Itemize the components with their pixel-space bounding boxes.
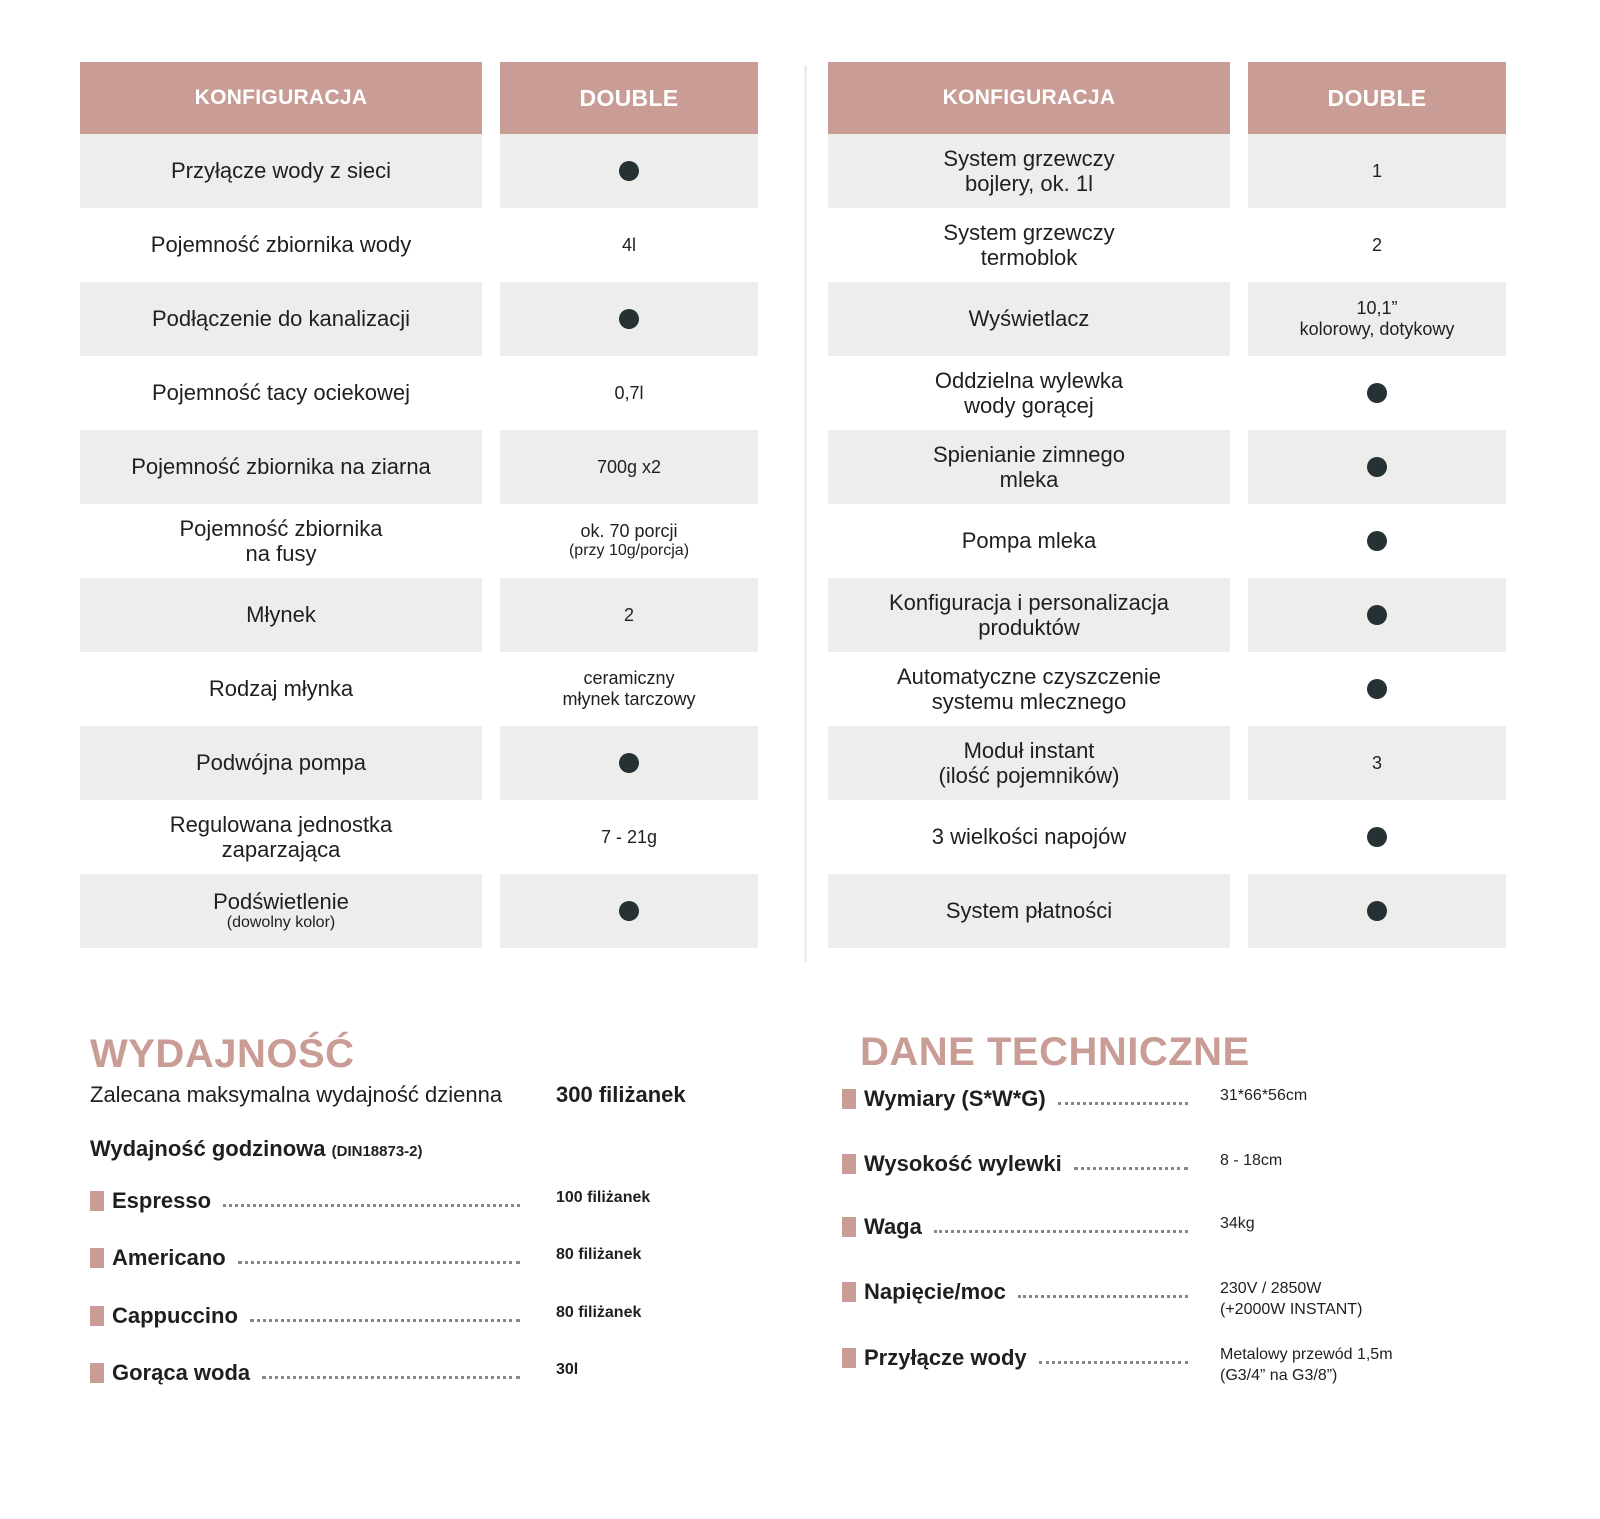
hourly-capacity-heading bbox=[90, 1136, 423, 1162]
row-label-cell bbox=[80, 652, 482, 726]
row-value: młynek tarczowy bbox=[562, 689, 696, 709]
table-row bbox=[80, 578, 758, 652]
row-label-cell bbox=[828, 356, 1230, 430]
row-value: 2 bbox=[1371, 234, 1382, 255]
table-row bbox=[828, 504, 1506, 578]
row-label: Wyświetlacz bbox=[968, 306, 1090, 332]
table-row bbox=[828, 134, 1506, 208]
bullet-marker-icon bbox=[842, 1217, 856, 1237]
spec-label: Przyłącze wody bbox=[864, 1345, 1027, 1370]
spec-label: Americano bbox=[112, 1245, 226, 1270]
spec-value bbox=[1220, 1345, 1393, 1387]
table-row bbox=[80, 800, 758, 874]
spec-value bbox=[556, 1245, 641, 1266]
row-label: Pojemność zbiornika na ziarna bbox=[131, 454, 431, 480]
check-dot-icon bbox=[619, 309, 639, 329]
row-value-cell bbox=[1248, 208, 1506, 282]
row-label: Moduł instant bbox=[963, 737, 1095, 763]
table-row bbox=[828, 430, 1506, 504]
spec-value bbox=[556, 1303, 641, 1324]
spec-item bbox=[90, 1360, 532, 1386]
row-value-cell bbox=[500, 652, 758, 726]
row-label-cell bbox=[80, 430, 482, 504]
row-label: Pojemność zbiornika wody bbox=[150, 232, 412, 258]
table-row bbox=[80, 430, 758, 504]
dotted-leader bbox=[262, 1360, 520, 1379]
table-row bbox=[80, 134, 758, 208]
row-value-cell bbox=[500, 800, 758, 874]
row-value-cell bbox=[500, 726, 758, 800]
row-label-cell bbox=[80, 726, 482, 800]
performance-title: WYDAJNOŚĆ bbox=[90, 1032, 355, 1076]
spec-value-line: 80 filiżanek bbox=[556, 1304, 642, 1321]
row-label: Pojemność zbiornika bbox=[179, 515, 383, 541]
spec-item bbox=[90, 1188, 532, 1214]
row-label-note: (dowolny kolor) bbox=[226, 914, 336, 932]
row-value: 700g x2 bbox=[596, 456, 662, 477]
daily-capacity-label: Zalecana maksymalna wydajność dzienna bbox=[90, 1082, 503, 1107]
table-row bbox=[80, 652, 758, 726]
row-label-cell bbox=[828, 578, 1230, 652]
dotted-leader bbox=[1058, 1086, 1188, 1105]
check-dot-icon bbox=[619, 161, 639, 181]
dotted-leader bbox=[238, 1245, 520, 1264]
row-value-cell bbox=[500, 874, 758, 948]
row-label: 3 wielkości napojów bbox=[931, 824, 1127, 850]
row-label: wody gorącej bbox=[964, 393, 1094, 418]
header-double: DOUBLE bbox=[1248, 62, 1506, 134]
daily-capacity-value: 300 filiżanek bbox=[556, 1082, 686, 1107]
table-body bbox=[828, 134, 1506, 948]
row-value-cell bbox=[1248, 430, 1506, 504]
row-value-cell bbox=[1248, 578, 1506, 652]
row-label-cell bbox=[80, 282, 482, 356]
technical-title: DANE TECHNICZNE bbox=[860, 1030, 1250, 1074]
row-value-cell bbox=[1248, 282, 1506, 356]
spec-value bbox=[1220, 1086, 1307, 1107]
row-value-cell bbox=[1248, 504, 1506, 578]
row-label-cell bbox=[828, 874, 1230, 948]
row-label-cell bbox=[828, 652, 1230, 726]
table-body bbox=[80, 134, 758, 948]
spec-value-line: (G3/4” na G3/8”) bbox=[1220, 1366, 1338, 1384]
dotted-leader bbox=[1018, 1279, 1188, 1298]
row-label: bojlery, ok. 1l bbox=[965, 171, 1093, 196]
row-value-cell bbox=[1248, 356, 1506, 430]
spec-item bbox=[842, 1151, 1200, 1177]
row-label: Pojemność tacy ociekowej bbox=[151, 380, 410, 406]
table-row bbox=[828, 356, 1506, 430]
table-row bbox=[828, 578, 1506, 652]
row-value-cell bbox=[500, 504, 758, 578]
row-value: 0,7l bbox=[614, 382, 644, 403]
spec-value-line: 31*66*56cm bbox=[1220, 1087, 1308, 1104]
dotted-leader bbox=[934, 1214, 1188, 1233]
table-row bbox=[828, 282, 1506, 356]
header-config: KONFIGURACJA bbox=[80, 62, 482, 134]
row-label: Automatyczne czyszczenie bbox=[896, 663, 1162, 689]
spec-value-line: (+2000W INSTANT) bbox=[1220, 1300, 1363, 1318]
header-config: KONFIGURACJA bbox=[828, 62, 1230, 134]
dotted-leader bbox=[250, 1303, 520, 1322]
row-value: 10,1” bbox=[1356, 298, 1398, 319]
row-label-cell bbox=[828, 800, 1230, 874]
row-value: 2 bbox=[623, 604, 634, 625]
bullet-marker-icon bbox=[842, 1348, 856, 1368]
row-value-note: (przy 10g/porcja) bbox=[568, 542, 690, 560]
spec-value bbox=[1220, 1279, 1362, 1321]
row-label: System grzewczy bbox=[943, 145, 1115, 171]
row-label-cell bbox=[828, 726, 1230, 800]
row-label: Podświetlenie bbox=[213, 889, 349, 915]
daily-capacity bbox=[90, 1082, 686, 1108]
spec-value-line: 230V / 2850W bbox=[1220, 1280, 1322, 1297]
row-label: Pompa mleka bbox=[961, 528, 1097, 554]
table-row bbox=[828, 800, 1506, 874]
spec-item bbox=[842, 1345, 1200, 1371]
table-row bbox=[828, 208, 1506, 282]
spec-label: Cappuccino bbox=[112, 1303, 238, 1328]
row-value: kolorowy, dotykowy bbox=[1299, 319, 1455, 339]
table-header bbox=[80, 62, 758, 134]
row-value-cell bbox=[500, 430, 758, 504]
row-value: 1 bbox=[1371, 160, 1382, 181]
row-label-cell bbox=[80, 800, 482, 874]
spec-item bbox=[842, 1279, 1200, 1305]
table-row bbox=[80, 208, 758, 282]
spec-label: Wysokość wylewki bbox=[864, 1151, 1062, 1176]
row-label-cell bbox=[80, 134, 482, 208]
row-value: ceramiczny bbox=[583, 668, 675, 689]
table-row bbox=[828, 726, 1506, 800]
row-label-cell bbox=[828, 282, 1230, 356]
row-label: na fusy bbox=[245, 541, 317, 566]
check-dot-icon bbox=[1367, 605, 1387, 625]
bullet-marker-icon bbox=[842, 1154, 856, 1174]
row-value-cell bbox=[500, 356, 758, 430]
dotted-leader bbox=[223, 1188, 520, 1207]
spec-item bbox=[842, 1214, 1200, 1240]
bullet-marker-icon bbox=[90, 1363, 104, 1383]
row-label: System grzewczy bbox=[943, 219, 1115, 245]
check-dot-icon bbox=[619, 901, 639, 921]
table-row bbox=[80, 504, 758, 578]
row-label-cell bbox=[80, 356, 482, 430]
bullet-marker-icon bbox=[90, 1306, 104, 1326]
check-dot-icon bbox=[1367, 827, 1387, 847]
dotted-leader bbox=[1074, 1151, 1188, 1170]
table-row bbox=[828, 874, 1506, 948]
row-label: Podłączenie do kanalizacji bbox=[151, 306, 411, 332]
spec-label: Gorąca woda bbox=[112, 1360, 251, 1385]
row-label: Konfiguracja i personalizacja bbox=[888, 589, 1170, 615]
row-label-cell bbox=[828, 134, 1230, 208]
row-label-cell bbox=[80, 874, 482, 948]
table-header bbox=[828, 62, 1506, 134]
row-label: systemu mlecznego bbox=[931, 689, 1127, 714]
row-label: produktów bbox=[978, 615, 1080, 640]
table-row bbox=[828, 652, 1506, 726]
row-label: Oddzielna wylewka bbox=[934, 367, 1124, 393]
spec-value-line: 8 - 18cm bbox=[1220, 1152, 1283, 1169]
hourly-capacity-label: Wydajność godzinowa bbox=[90, 1136, 326, 1161]
spec-value bbox=[556, 1360, 578, 1381]
row-value-cell bbox=[1248, 134, 1506, 208]
row-label: Młynek bbox=[246, 602, 316, 628]
spec-value-line: 34kg bbox=[1220, 1215, 1255, 1232]
spec-item bbox=[842, 1086, 1200, 1112]
bullet-marker-icon bbox=[90, 1248, 104, 1268]
row-label-cell bbox=[828, 208, 1230, 282]
row-value-cell bbox=[500, 134, 758, 208]
row-value: 7 - 21g bbox=[600, 826, 658, 847]
row-label-cell bbox=[828, 430, 1230, 504]
row-value-cell bbox=[500, 578, 758, 652]
row-value-cell bbox=[1248, 726, 1506, 800]
spec-value bbox=[556, 1188, 650, 1209]
spec-value-line: Metalowy przewód 1,5m bbox=[1220, 1346, 1393, 1363]
hourly-capacity-norm: (DIN18873-2) bbox=[331, 1143, 423, 1160]
spec-value-line: 100 filiżanek bbox=[556, 1189, 651, 1206]
header-double: DOUBLE bbox=[500, 62, 758, 134]
row-label-cell bbox=[828, 504, 1230, 578]
spec-label: Waga bbox=[864, 1214, 922, 1239]
dotted-leader bbox=[1039, 1345, 1188, 1364]
row-label: (ilość pojemników) bbox=[938, 763, 1120, 788]
row-value: 4l bbox=[621, 234, 636, 255]
row-value-cell bbox=[500, 282, 758, 356]
spec-value-line: 30l bbox=[556, 1361, 579, 1378]
spec-label: Napięcie/moc bbox=[864, 1279, 1006, 1304]
row-label: Podwójna pompa bbox=[195, 750, 366, 776]
table-row bbox=[80, 874, 758, 948]
row-label: mleka bbox=[999, 467, 1059, 492]
spec-item bbox=[90, 1245, 532, 1271]
check-dot-icon bbox=[1367, 383, 1387, 403]
row-label: termoblok bbox=[980, 245, 1078, 270]
config-table-left bbox=[80, 62, 758, 948]
row-label: Regulowana jednostka bbox=[169, 811, 393, 837]
table-row bbox=[80, 282, 758, 356]
check-dot-icon bbox=[1367, 457, 1387, 477]
config-table-right bbox=[828, 62, 1506, 948]
spec-value bbox=[1220, 1151, 1282, 1172]
row-label-cell bbox=[80, 504, 482, 578]
spec-label: Wymiary (S*W*G) bbox=[864, 1086, 1046, 1111]
row-value-cell bbox=[1248, 652, 1506, 726]
row-label: Spienianie zimnego bbox=[932, 441, 1126, 467]
bullet-marker-icon bbox=[842, 1089, 856, 1109]
spec-value bbox=[1220, 1214, 1255, 1235]
row-value: ok. 70 porcji bbox=[580, 521, 678, 542]
row-value-cell bbox=[1248, 874, 1506, 948]
column-divider bbox=[804, 66, 807, 962]
table-row bbox=[80, 726, 758, 800]
table-row bbox=[80, 356, 758, 430]
bullet-marker-icon bbox=[90, 1191, 104, 1211]
row-label-cell bbox=[80, 578, 482, 652]
row-value-cell bbox=[1248, 800, 1506, 874]
check-dot-icon bbox=[1367, 531, 1387, 551]
check-dot-icon bbox=[619, 753, 639, 773]
row-label: zaparzająca bbox=[221, 837, 341, 862]
row-value: 3 bbox=[1371, 752, 1382, 773]
spec-value-line: 80 filiżanek bbox=[556, 1246, 642, 1263]
spec-label: Espresso bbox=[112, 1188, 212, 1213]
check-dot-icon bbox=[1367, 901, 1387, 921]
row-label: System płatności bbox=[945, 898, 1113, 924]
row-label: Rodzaj młynka bbox=[208, 676, 354, 702]
row-label: Przyłącze wody z sieci bbox=[170, 158, 392, 184]
bullet-marker-icon bbox=[842, 1282, 856, 1302]
row-label-cell bbox=[80, 208, 482, 282]
check-dot-icon bbox=[1367, 679, 1387, 699]
row-value-cell bbox=[500, 208, 758, 282]
spec-item bbox=[90, 1303, 532, 1329]
